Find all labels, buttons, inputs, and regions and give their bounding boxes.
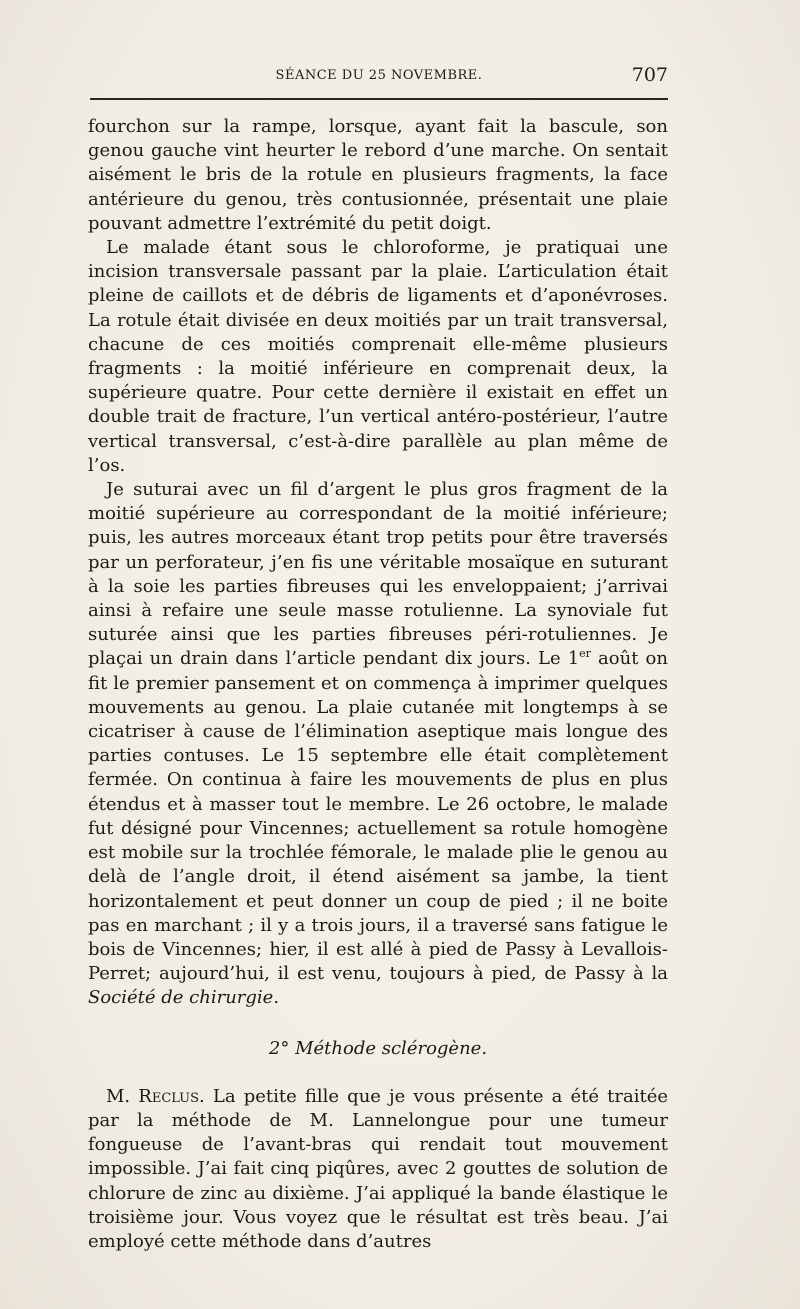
paragraph-3-part-a: Je suturai avec un fil d’argent le plus gros fragment de la moitié supérieure au correspondant de la moitié inférieure; puis, les autres morceaux étant trop petits pour être traversés par un perforateur, j’en fis une véritable mosaïque en suturant à la soie les parties fibreuses qui les enveloppaient; j’arrivai ainsi à refaire une seule masse rotulienne. La synoviale fut suturée ainsi que les parties fibreuses péri-rotuliennes. Je plaçai un drain dans l’article pendant dix jours. Le 1: [88, 479, 668, 670]
paragraph-3: [88, 478, 668, 1010]
running-title-pre: SÉANCE DU: [275, 68, 369, 83]
paragraph-3-part-b: août on fit le premier pansement et on commença à imprimer quelques mouvements au genou. La plaie cutanée mit longtemps à se cicatriser à cause de l’élimination aseptique mais longue des parties contuses. Le 15 septembre elle était complètement fermée. On continua à faire les mouvements de plus en plus étendus et à masser tout le membre. Le 26 octobre, le malade fut désigné pour Vincennes; actuellement sa rotule homogène est mobile sur la trochlée fémorale, le malade plie le genou au delà de l’angle droit, il étend aisément sa jambe, la tient horizontalement et peut donner un coup de pied ; il ne boite pas en marchant ; il y a trois jours, il a traversé sans fatigue le bois de Vincennes; hier, il est allé à pied de Passy à Levallois-Perret; aujourd’hui, il est venu, toujours à pied, de Passy à la: [88, 648, 668, 985]
body-text: [88, 115, 668, 1254]
paragraph-2: Le malade étant sous le chloroforme, je pratiquai une incision transversale passant par la plaie. L’articulation était pleine de caillots et de débris de ligaments et d’aponévroses. La rotule était divisée en deux moitiés par un trait transversal, chacune de ces moitiés comprenait elle-même plusieurs fragments : la moitié inférieure en comprenait deux, la supérieure quatre. Pour cette dernière il existait en effet un double trait de fracture, l’un vertical antéro-postérieur, l’autre vertical transversal, c’est-à-dire parallèle au plan même de l’os.: [88, 237, 668, 476]
running-title-date: 25: [368, 68, 387, 83]
ordinal-superscript: er: [579, 647, 591, 661]
section-heading: 2° Méthode sclérogène.: [268, 1037, 488, 1059]
society-name-italic: Société de chirurgie.: [88, 987, 280, 1009]
header-rule: [90, 98, 668, 100]
paragraph-1: fourchon sur la rampe, lorsque, ayant fait la bascule, son genou gauche vint heurter le rebord d’une marche. On sentait aisément le bris de la rotule en plusieurs fragments, la face antérieure du genou, très contusionnée, présentait une plaie pouvant admettre l’extrémité du petit doigt.: [88, 116, 668, 234]
paragraph-4: [88, 1085, 668, 1254]
running-title: [90, 68, 668, 83]
paragraph-4-text: La petite fille que je vous présente a été traitée par la méthode de M. Lannelongue pour une tumeur fongueuse de l’avant-bras qui rendait tout mouvement impossible. J’ai fait cinq piqûres, avec 2 gouttes de solution de chlorure de zinc au dixième. J’ai appliqué la bande élastique le troisième jour. Vous voyez que le résultat est très beau. J’ai employé cette méthode dans d’autres: [88, 1085, 669, 1252]
speaker-name: M. Reclus.: [106, 1085, 205, 1107]
page-number: 707: [631, 64, 668, 86]
running-header: [90, 64, 668, 88]
running-title-post: NOVEMBRE.: [386, 68, 483, 83]
